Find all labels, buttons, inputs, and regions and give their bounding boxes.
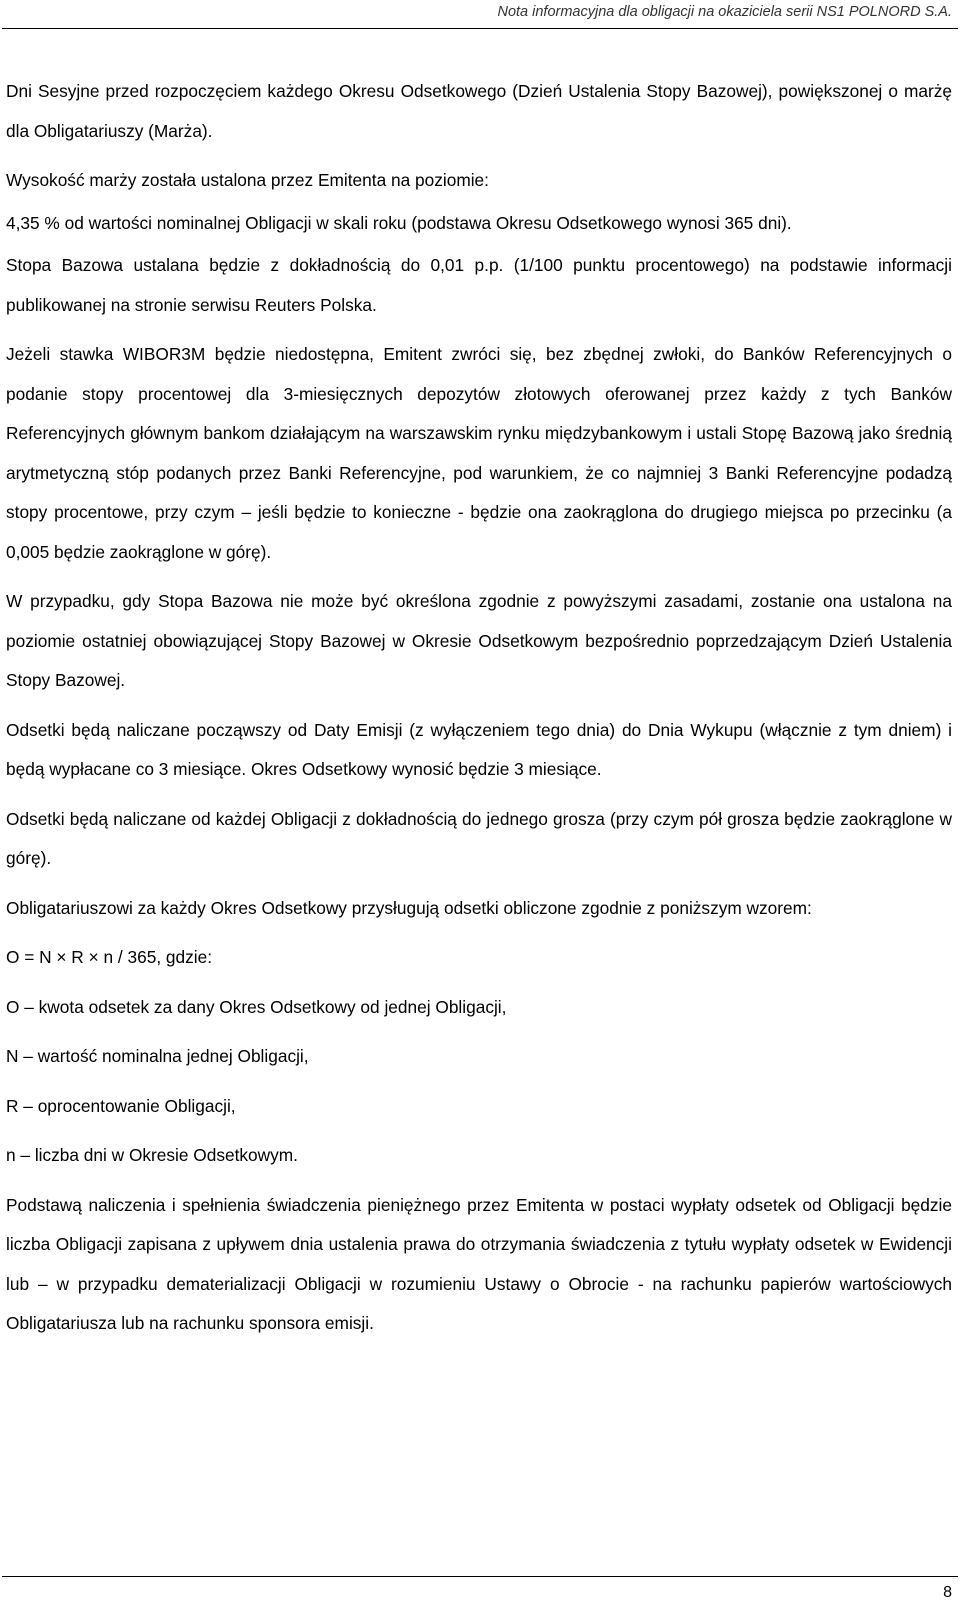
paragraph-stopa-bazowa: Stopa Bazowa ustalana będzie z dokładnością do 0,01 p.p. (1/100 punktu procentowego) na podstawie informacji publikowanej na stronie serwisu Reuters Polska. — [6, 255, 952, 315]
formula-def-days: n – liczba dni w Okresie Odsetkowym. — [6, 1145, 298, 1165]
header-divider — [2, 28, 958, 29]
page-number: 8 — [943, 1584, 952, 1601]
paragraph-marza-value: 4,35 % od wartości nominalnej Obligacji w skali roku (podstawa Okresu Odsetkowego wynosi 365 dni). — [6, 212, 792, 233]
paragraph-interest-period: Odsetki będą naliczane począwszy od Daty Emisji (z wyłączeniem tego dnia) do Dnia Wykupu (włącznie z tym dniem) i będą wypłacane co 3 miesiące. Okres Odsetkowy wynosić będzie 3 miesiące. — [6, 719, 952, 779]
paragraph-dni-sesyjne: Dni Sesyjne przed rozpoczęciem każdego Okresu Odsetkowego (Dzień Ustalenia Stopy Bazowej), powiększonej o marżę dla Obligatariuszy (Marża). — [6, 81, 952, 141]
paragraph-rounding: Odsetki będą naliczane od każdej Obligacji z dokładnością do jednego grosza (przy czym pół grosza będzie zaokrąglone w górę). — [6, 808, 952, 868]
footer-divider — [2, 1576, 958, 1577]
paragraph-wibor-unavailable: Jeżeli stawka WIBOR3M będzie niedostępna, Emitent zwróci się, bez zbędnej zwłoki, do Banków Referencyjnych o podanie stopy procentowej dla 3-miesięcznych depozytów złotowych oferowanej przez każdy z tych Banków Referencyjnych głównym bankom działającym na warszawskim rynku międzybankowym i ustali Stopę Bazową jako średnią arytmetyczną stóp podanych przez Banki Referencyjne, pod warunkiem, że co najmniej 3 Banki Referencyjne podadzą stopy procentowe, przy czym – jeśli będzie to konieczne - będzie ona zaokrąglona do drugiego miejsca po przecinku (a 0,005 będzie zaokrąglone w górę). — [6, 344, 952, 562]
formula-def-o: O – kwota odsetek za dany Okres Odsetkowy od jednej Obligacji, — [6, 996, 507, 1017]
document-header: Nota informacyjna dla obligacji na okaziciela serii NS1 POLNORD S.A. — [497, 4, 952, 20]
document-body — [6, 72, 952, 1354]
paragraph-marza-intro: Wysokość marży została ustalona przez Emitenta na poziomie: — [6, 170, 489, 190]
formula: O = N × R × n / 365, gdzie: — [6, 947, 213, 967]
paragraph-formula-intro: Obligatariuszowi za każdy Okres Odsetkowy przysługują odsetki obliczone zgodnie z poniższym wzorem: — [6, 897, 812, 918]
paragraph-fallback-rate: W przypadku, gdy Stopa Bazowa nie może być określona zgodnie z powyższymi zasadami, zostanie ona ustalona na poziomie ostatniej obowiązującej Stopy Bazowej w Okresie Odsetkowym bezpośrednio poprzedzającym Dzień Ustalenia Stopy Bazowej. — [6, 591, 952, 690]
formula-def-n: N – wartość nominalna jednej Obligacji, — [6, 1046, 309, 1066]
paragraph-payment-basis: Podstawą naliczenia i spełnienia świadczenia pieniężnego przez Emitenta w postaci wypłaty odsetek od Obligacji będzie liczba Obligacji zapisana z upływem dnia ustalenia prawa do otrzymania świadczenia z tytułu wypłaty odsetek w Ewidencji lub – w przypadku dematerializacji Obligacji w rozumieniu Ustawy o Obrocie - na rachunku papierów wartościowych Obligatariusza lub na rachunku sponsora emisji. — [6, 1194, 952, 1333]
formula-def-r: R – oprocentowanie Obligacji, — [6, 1095, 236, 1116]
